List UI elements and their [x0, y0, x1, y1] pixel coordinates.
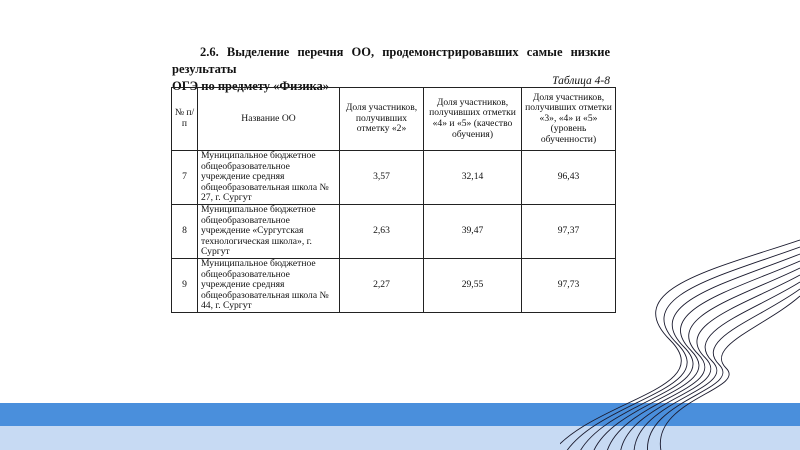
row-name: Муниципальное бюджетное общеобразовательное учреждение средняя общеобразовательная школа № 27, г. Сургут [198, 151, 340, 205]
section-title-line1: 2.6. Выделение перечня ОО, продемонстрировавших самые низкие результаты [172, 45, 610, 76]
header-grade345: Доля участников, получивших отметки «3», «4» и «5» (уровень обученности) [522, 88, 616, 151]
header-grade45: Доля участников, получивших отметки «4» и «5» (качество обучения) [424, 88, 522, 151]
wave-line [564, 247, 800, 450]
table-caption: Таблица 4-8 [552, 75, 610, 87]
wave-line [606, 268, 800, 450]
row-name: Муниципальное бюджетное общеобразовательное учреждение средняя общеобразовательная школа № 44, г. Сургут [198, 258, 340, 312]
decorative-waves [560, 230, 800, 450]
row-grade45: 32,14 [424, 151, 522, 205]
row-name: Муниципальное бюджетное общеобразовательное учреждение «Сургутская технологическая школа», г. Сургут [198, 204, 340, 258]
row-grade345: 96,43 [522, 151, 616, 205]
wave-line [660, 296, 800, 450]
row-grade2: 2,27 [340, 258, 424, 312]
section-title-line2: ОГЭ по предмету «Физика» [172, 79, 330, 93]
header-name: Название ОО [198, 88, 340, 151]
header-grade2: Доля участников, получивших отметку «2» [340, 88, 424, 151]
wave-line [634, 282, 800, 450]
wave-line [560, 240, 800, 450]
row-grade2: 2,63 [340, 204, 424, 258]
table-row [172, 151, 616, 205]
row-num: 9 [172, 258, 198, 312]
row-grade45: 29,55 [424, 258, 522, 312]
row-grade345: 97,37 [522, 204, 616, 258]
results-table [171, 87, 616, 313]
row-grade2: 3,57 [340, 151, 424, 205]
header-num: № п/п [172, 88, 198, 151]
table-row [172, 258, 616, 312]
table-header-row [172, 88, 616, 151]
row-num: 7 [172, 151, 198, 205]
table-row [172, 204, 616, 258]
wave-line [592, 261, 800, 450]
row-grade345: 97,73 [522, 258, 616, 312]
row-num: 8 [172, 204, 198, 258]
row-grade45: 39,47 [424, 204, 522, 258]
